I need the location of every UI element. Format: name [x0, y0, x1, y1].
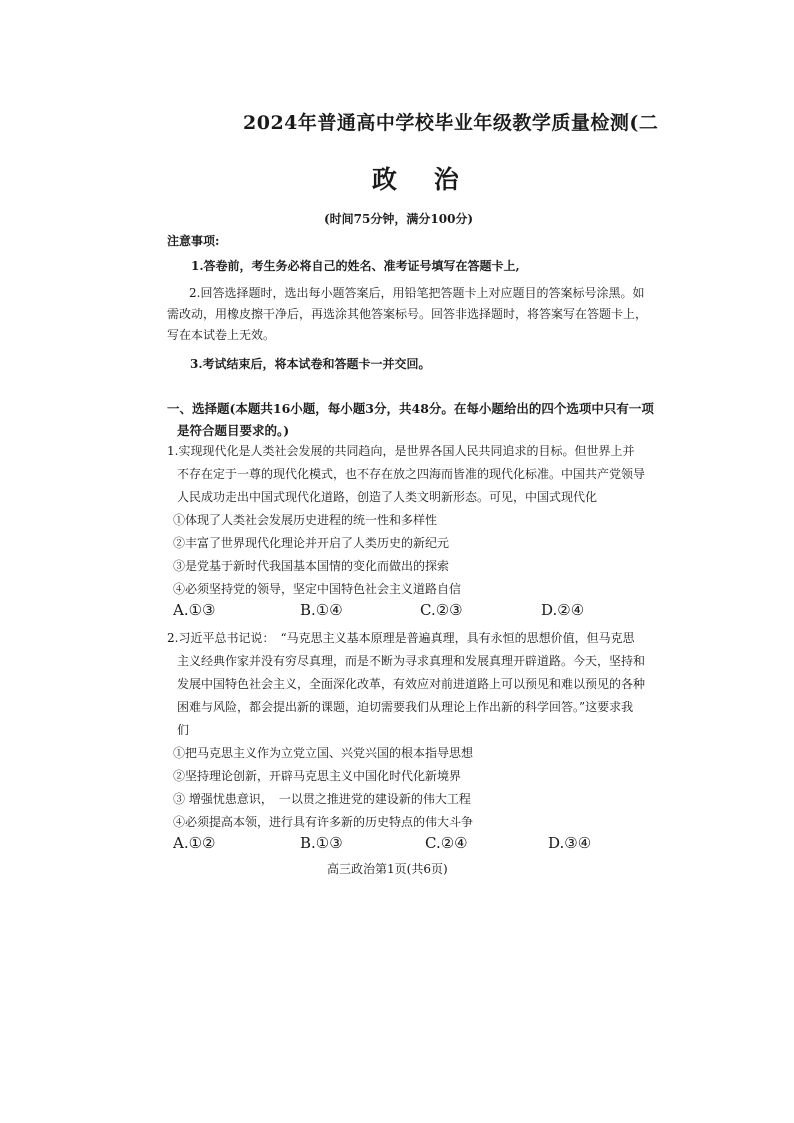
- question-1-choice-a: A.①③: [173, 601, 216, 619]
- question-2-option-2: ②坚持理论创新，开辟马克思主义中国化时代化新境界: [173, 769, 462, 783]
- question-1-choice-b: B.①④: [300, 601, 343, 619]
- question-1-stem: [167, 440, 645, 509]
- note-item-2: 2.回答选择题时，选出每小题答案后，用铅笔把答题卡上对应题目的答案标号涂黑。如需改动，用橡皮擦干净后，再选涂其他答案标号。回答非选择题时，将答案写在答题卡上，写在本试卷上无效。: [167, 286, 648, 342]
- question-1-options: [167, 509, 645, 601]
- question-1-option-3: ③是党基于新时代我国基本国情的变化而做出的探索: [173, 559, 450, 573]
- time-info: (时间75分钟，满分100分): [324, 212, 474, 226]
- question-2-option-3: ③ 增强忧患意识， 一以贯之推进党的建设新的伟大工程: [173, 792, 471, 806]
- question-1-option-1: ①体现了人类社会发展历史进程的统一性和多样性: [173, 513, 438, 527]
- question-1: [167, 440, 645, 623]
- question-2-choice-d: D.③④: [548, 834, 592, 852]
- note-item-3: 3.考试结束后，将本试卷和答题卡一并交回。: [190, 357, 431, 371]
- question-1-number: 1.: [167, 444, 179, 458]
- question-2-choices: [167, 832, 645, 856]
- question-1-choice-c: C.②③: [420, 601, 463, 619]
- question-2-option-4: ④必须提高本领，进行具有许多新的历史特点的伟大斗争: [173, 815, 474, 829]
- question-2-stem: [167, 627, 645, 742]
- exam-title: 2024年普通高中学校毕业年级教学质量检测(二: [243, 112, 659, 134]
- question-1-option-4: ④必须坚持党的领导，坚定中国特色社会主义道路自信: [173, 582, 462, 596]
- question-1-option-2: ②丰富了世界现代化理论并开启了人类历史的新纪元: [173, 536, 450, 550]
- page-footer: 高三政治第1页(共6页): [327, 862, 448, 876]
- question-1-choice-d: D.②④: [541, 601, 585, 619]
- question-2-choice-c: C.②④: [425, 834, 468, 852]
- subject-title: 政 治: [372, 165, 473, 194]
- question-2: [167, 627, 645, 856]
- question-2-options: [167, 742, 645, 834]
- note-item-1: 1.答卷前，考生务必将自己的姓名、准考证号填写在答题卡上,: [191, 259, 520, 273]
- notes-heading: 注意事项:: [167, 234, 220, 248]
- question-1-choices: [167, 599, 645, 623]
- question-2-option-1: ①把马克思主义作为立党立国、兴党兴国的根本指导思想: [173, 746, 474, 760]
- question-2-text: 习近平总书记说： “马克思主义基本原理是普遍真理，具有永恒的思想价值，但马克思主义经典作家并没有穷尽真理，而是不断为寻求真理和发展真理开辟道路。今天，坚持和发展中国特色社会主义，全面深化改革，有效应对前进道路上可以预见和难以预见的各种困难与风险，都会提出新的课题，迫切需要我们从理论上作出新的科学回答。”这要求我们: [177, 631, 646, 737]
- question-2-choice-b: B.①③: [300, 834, 343, 852]
- question-1-text: 实现现代化是人类社会发展的共同趋向，是世界各国人民共同追求的目标。但世界上并不存在定于一尊的现代化模式，也不存在放之四海而皆准的现代化标准。中国共产党领导人民成功走出中国式现代化道路，创造了人类文明新形态。可见，中国式现代化: [177, 444, 646, 504]
- question-2-number: 2.: [167, 631, 179, 645]
- section-heading: 一、选择题(本题共16小题，每小题3分，共48分。在每小题给出的四个选项中只有一项是符合题目要求的。): [167, 401, 654, 438]
- question-2-choice-a: A.①②: [173, 834, 216, 852]
